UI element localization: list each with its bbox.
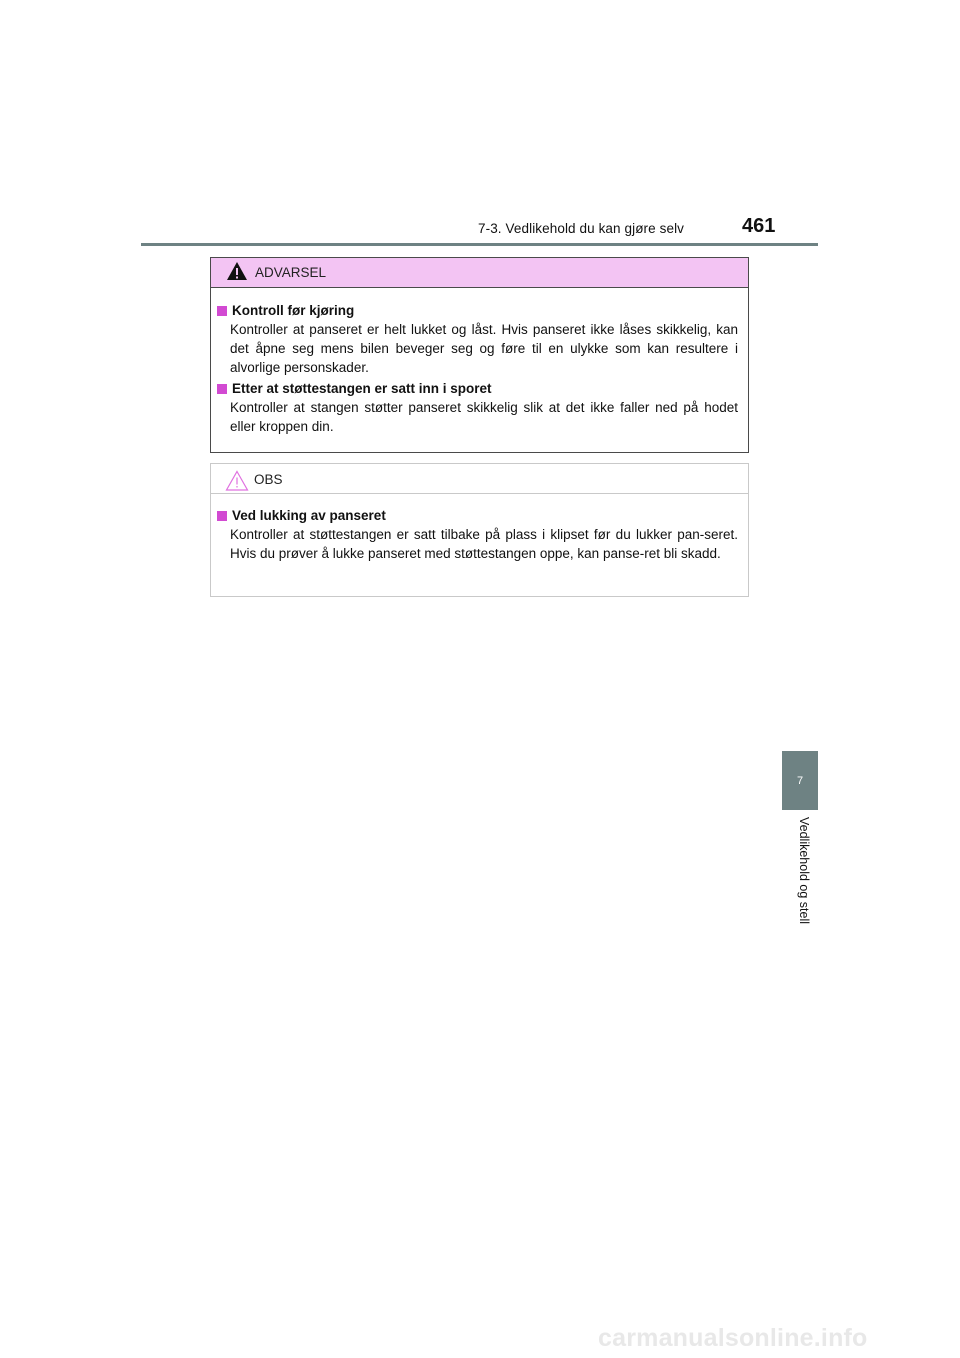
notice-box-header: [211, 464, 748, 494]
warning-box-header: [211, 258, 748, 288]
notice-item: [217, 506, 738, 563]
watermark: carmanualsonline.info: [598, 1324, 868, 1352]
warning-item-heading: [217, 301, 738, 320]
warning-item-text: Kontroller at panseret er helt lukket og låst. Hvis panseret ikke låses skikkelig, kan det åpne seg mens bilen beveger seg og føre til en ulykke som kan resultere i alvorlige personskader.: [230, 322, 738, 375]
warning-triangle-filled-icon: [226, 261, 248, 281]
header-rule: [141, 243, 818, 246]
page-number: 461: [742, 215, 776, 237]
chapter-number: 7: [796, 774, 804, 787]
warning-item-heading-text: Etter at støttestangen er satt inn i sporet: [232, 381, 492, 396]
chapter-label: Vedlikehold og stell: [797, 817, 811, 925]
notice-box: [210, 463, 749, 597]
warning-item-heading: [217, 379, 738, 398]
warning-item-heading-text: Kontroll før kjøring: [232, 303, 355, 318]
bullet-square-icon: [217, 306, 227, 316]
notice-box-title: OBS: [254, 472, 283, 487]
notice-box-body: [211, 494, 748, 563]
warning-box: [210, 257, 749, 453]
header-section-title: 7-3. Vedlikehold du kan gjøre selv: [478, 221, 685, 236]
bullet-square-icon: [217, 384, 227, 394]
warning-box-title: ADVARSEL: [255, 265, 327, 280]
chapter-tab: [782, 751, 818, 810]
notice-item-heading: [217, 506, 738, 525]
notice-item-text: Kontroller at støttestangen er satt tilbake på plass i klipset før du lukker pan-seret. Hvis du prøver å lukke panseret med støttestangen oppe, kan panse-ret bli skadd.: [230, 527, 738, 561]
warning-item-text: Kontroller at stangen støtter panseret skikkelig slik at det ikke faller ned på hodet eller kroppen din.: [230, 400, 738, 434]
warning-item: [217, 301, 738, 377]
warning-triangle-outline-icon: [225, 470, 249, 491]
notice-item-heading-text: Ved lukking av panseret: [232, 508, 386, 523]
bullet-square-icon: [217, 511, 227, 521]
warning-item: [217, 379, 738, 436]
warning-box-body: [211, 288, 748, 436]
